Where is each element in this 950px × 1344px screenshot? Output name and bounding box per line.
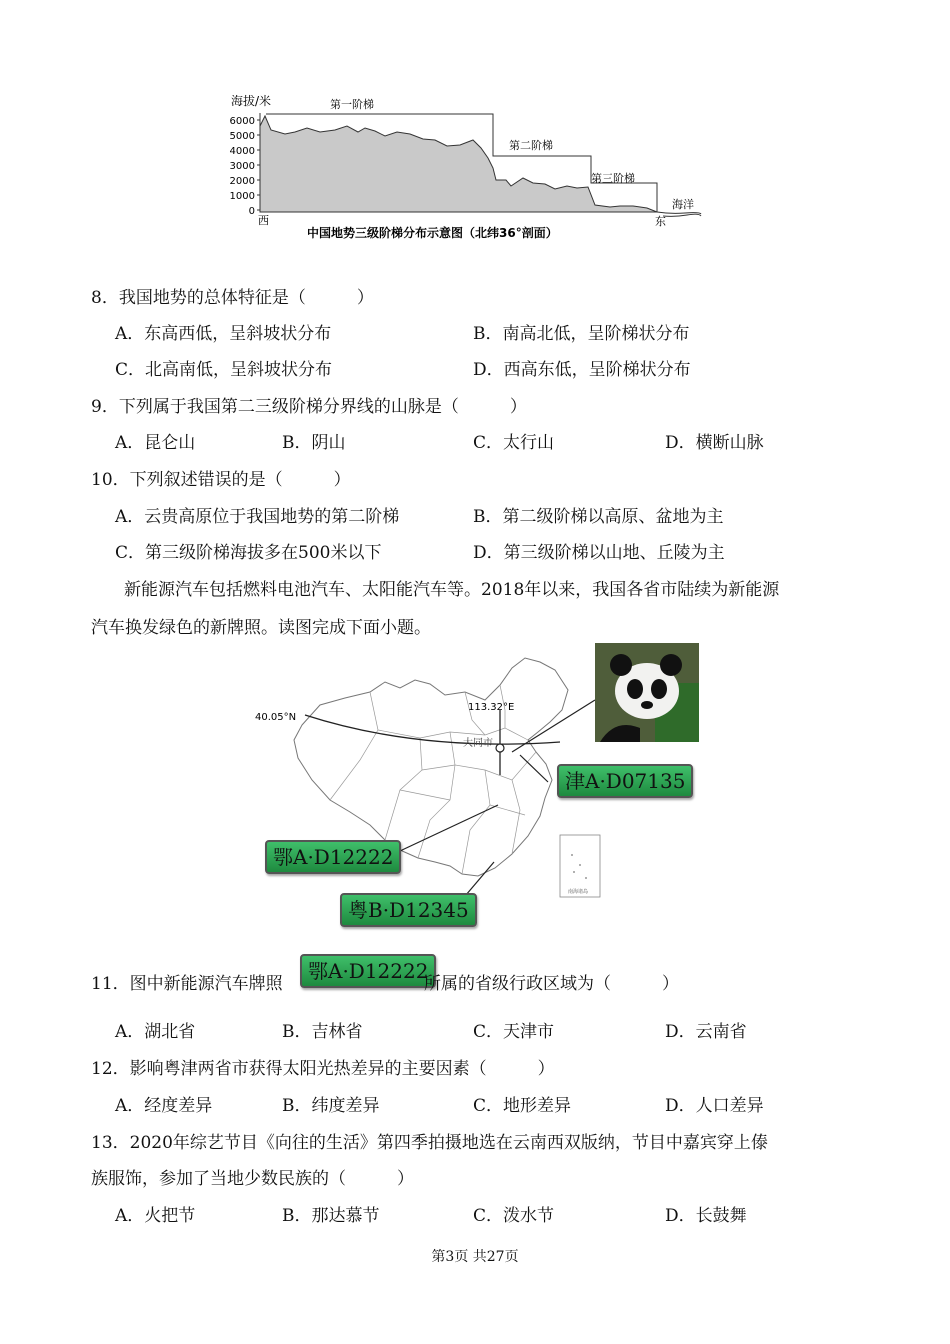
q12-option-c: C．地形差异 (473, 1096, 572, 1116)
q12-option-a: A．经度差异 (115, 1096, 213, 1116)
question-12-stem: 12．影响粤津两省市获得太阳光热差异的主要因素（ ） (91, 1059, 555, 1079)
question-10-stem: 10．下列叙述错误的是（ ） (91, 470, 351, 490)
ocean-label: 海洋 (672, 198, 694, 211)
q9-option-a: A．昆仑山 (115, 433, 196, 453)
q13-option-a: A．火把节 (115, 1206, 196, 1226)
page-footer: 第3页 共27页 (431, 1249, 519, 1265)
q13-option-b: B．那达慕节 (282, 1206, 380, 1226)
y-axis-label: 海拔/米 (231, 94, 272, 108)
q11-option-b: B．吉林省 (282, 1022, 363, 1042)
q13-option-d: D．长鼓舞 (665, 1206, 747, 1226)
q13-option-c: C．泼水节 (473, 1206, 555, 1226)
inset-label: 南海诸岛 (568, 889, 589, 895)
passage-line-1: 新能源汽车包括燃料电池汽车、太阳能汽车等。2018年以来，我国各省市陆续为新能源 (124, 580, 780, 600)
q12-option-b: B．纬度差异 (282, 1096, 380, 1116)
q10-option-a: A．云贵高原位于我国地势的第二阶梯 (115, 507, 400, 527)
q9-option-c: C．太行山 (473, 433, 555, 453)
q12-option-d: D．人口差异 (665, 1096, 764, 1116)
q9-option-b: B．阴山 (282, 433, 346, 453)
q11-option-a: A．湖北省 (115, 1022, 196, 1042)
q8-option-d: D．西高东低，呈阶梯状分布 (473, 360, 691, 380)
question-11-suffix: 所属的省级行政区域为（ ） (424, 974, 679, 994)
question-13-line-2: 族服饰，参加了当地少数民族的（ ） (91, 1169, 414, 1189)
longitude-label: 113.32°E (468, 702, 515, 713)
q11-option-c: C．天津市 (473, 1022, 555, 1042)
q10-option-d: D．第三级阶梯以山地、丘陵为主 (473, 543, 725, 563)
east-label: 东 (655, 215, 666, 228)
tick-0: 0 (248, 206, 255, 217)
datong-marker (496, 744, 504, 752)
tick-6000: 6000 (229, 116, 255, 127)
chart-caption: 中国地势三级阶梯分布示意图（北纬36°剖面） (307, 226, 558, 240)
question-11-plate: 鄂A·D12222 (300, 954, 436, 988)
question-8-stem: 8．我国地势的总体特征是（ ） (91, 288, 374, 308)
panda-photo (595, 643, 699, 742)
question-11-prefix: 11．图中新能源汽车牌照 (91, 974, 283, 994)
q8-option-c: C．北高南低，呈斜坡状分布 (115, 360, 333, 380)
tick-1000: 1000 (229, 191, 255, 202)
tick-4000: 4000 (229, 146, 255, 157)
step1-label: 第一阶梯 (330, 98, 374, 111)
terrain-profile-chart (225, 88, 705, 243)
passage-line-2: 汽车换发绿色的新牌照。读图完成下面小题。 (91, 618, 431, 638)
step2-label: 第二阶梯 (509, 139, 553, 152)
plate-hubei: 鄂A·D12222 (265, 840, 401, 874)
tick-2000: 2000 (229, 176, 255, 187)
step3-label: 第三阶梯 (591, 172, 635, 185)
tick-3000: 3000 (229, 161, 255, 172)
city-label: 大同市 (463, 738, 493, 749)
plate-tianjin: 津A·D07135 (557, 764, 693, 798)
terrain-profile (260, 116, 657, 212)
q9-option-d: D．横断山脉 (665, 433, 764, 453)
q11-option-d: D．云南省 (665, 1022, 747, 1042)
west-label: 西 (258, 214, 269, 227)
latitude-label: 40.05°N (255, 712, 297, 723)
q10-option-c: C．第三级阶梯海拔多在500米以下 (115, 543, 382, 563)
q8-option-b: B．南高北低，呈阶梯状分布 (473, 324, 690, 344)
plate-guangdong: 粤B·D12345 (340, 893, 477, 927)
tick-5000: 5000 (229, 131, 255, 142)
question-9-stem: 9．下列属于我国第二三级阶梯分界线的山脉是（ ） (91, 397, 527, 417)
question-13-line-1: 13．2020年综艺节目《向往的生活》第四季拍摄地选在云南西双版纳，节目中嘉宾穿上傣 (91, 1133, 768, 1153)
q10-option-b: B．第二级阶梯以高原、盆地为主 (473, 507, 724, 527)
q8-option-a: A．东高西低，呈斜坡状分布 (115, 324, 332, 344)
